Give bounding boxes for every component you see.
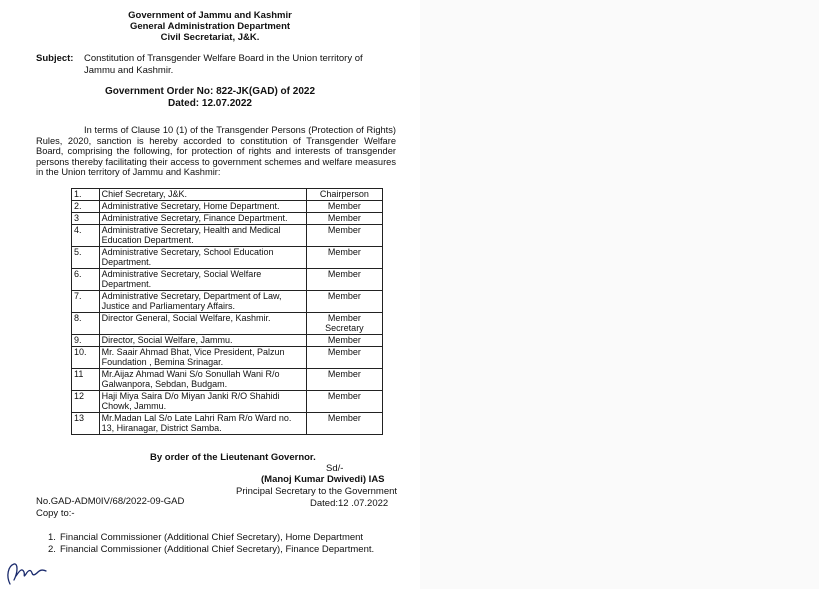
member-serial: 6.: [72, 269, 100, 291]
member-name: Administrative Secretary, Finance Department.: [99, 213, 306, 225]
member-serial: 4.: [72, 225, 100, 247]
header-secretariat: Civil Secretariat, J&K.: [160, 32, 260, 43]
copy-to-item: 1. Financial Commissioner (Additional Chief Secretary), Home Department: [48, 532, 364, 543]
member-name: Administrative Secretary, School Education Department.: [99, 247, 306, 269]
member-row: [72, 369, 383, 391]
member-name: Director, Social Welfare, Jammu.: [99, 335, 306, 347]
member-row: [72, 213, 383, 225]
member-designation: Member: [306, 391, 382, 413]
member-name: Director General, Social Welfare, Kashmir.: [99, 313, 306, 335]
member-row: [72, 413, 383, 435]
signature-date: Dated:12 .07.2022: [310, 498, 389, 509]
body-paragraph: In terms of Clause 10 (1) of the Transgender Persons (Protection of Rights) Rules, 2020, sanction is hereby accorded to constitution of Transgender Welfare Board, comprising the following, for protection of rights and interests of transgender persons thereby facilitating their access to government schemes and welfare measures in the Union territory of Jammu and Kashmir:: [36, 125, 396, 178]
member-name: Administrative Secretary, Home Department.: [99, 201, 306, 213]
member-serial: 13: [72, 413, 100, 435]
copy-to-item: 2. Financial Commissioner (Additional Chief Secretary), Finance Department.: [48, 543, 375, 555]
subject-text: Constitution of Transgender Welfare Board in the Union territory of Jammu and Kashmir.: [84, 53, 363, 76]
member-row: [72, 347, 383, 369]
member-serial: 11: [72, 369, 100, 391]
member-name: Administrative Secretary, Department of Law, Justice and Parliamentary Affairs.: [99, 291, 306, 313]
member-designation: Member Secretary: [306, 313, 382, 335]
header-government: Government of Jammu and Kashmir: [128, 10, 292, 21]
reference-number: No.GAD-ADM0IV/68/2022-09-GAD: [36, 496, 185, 507]
member-designation: Member: [306, 335, 382, 347]
member-name: Mr.Madan Lal S/o Late Lahri Ram R/o Ward no. 13, Hiranagar, District Samba.: [99, 413, 306, 435]
member-row: [72, 247, 383, 269]
copy-to-list: [48, 532, 374, 555]
member-designation: Member: [306, 369, 382, 391]
member-name: Haji Miya Saira D/o Miyan Janki R/O Shahidi Chowk, Jammu.: [99, 391, 306, 413]
member-serial: 9.: [72, 335, 100, 347]
member-designation: Member: [306, 201, 382, 213]
blank-area: [420, 0, 819, 589]
member-serial: 8.: [72, 313, 100, 335]
member-row: [72, 189, 383, 201]
member-name: Mr. Saair Ahmad Bhat, Vice President, Palzun Foundation , Bemina Srinagar.: [99, 347, 306, 369]
copy-to-label: Copy to:-: [36, 508, 75, 519]
member-name: Administrative Secretary, Health and Medical Education Department.: [99, 225, 306, 247]
member-serial: 2.: [72, 201, 100, 213]
member-designation: Member: [306, 225, 382, 247]
members-table: [71, 188, 383, 435]
order-date: Dated: 12.07.2022: [168, 98, 252, 109]
member-name: Administrative Secretary, Social Welfare Department.: [99, 269, 306, 291]
member-serial: 10.: [72, 347, 100, 369]
member-serial: 3: [72, 213, 100, 225]
signatory-designation: Principal Secretary to the Government: [236, 486, 398, 497]
order-number: Government Order No: 822-JK(GAD) of 2022: [104, 86, 316, 97]
member-name: Mr.Aijaz Ahmad Wani S/o Sonullah Wani R/o Galwanpora, Sebdan, Budgam.: [99, 369, 306, 391]
member-designation: Member: [306, 213, 382, 225]
member-designation: Member: [306, 247, 382, 269]
by-order-line: By order of the Lieutenant Governor.: [150, 452, 316, 463]
member-row: [72, 225, 383, 247]
member-row: [72, 201, 383, 213]
member-row: [72, 313, 383, 335]
signatory-name: (Manoj Kumar Dwivedi) IAS: [261, 474, 385, 485]
member-serial: 1.: [72, 189, 100, 201]
member-designation: Member: [306, 413, 382, 435]
member-row: [72, 335, 383, 347]
member-row: [72, 291, 383, 313]
member-designation: Member: [306, 269, 382, 291]
member-serial: 12: [72, 391, 100, 413]
member-serial: 7.: [72, 291, 100, 313]
member-name: Chief Secretary, J&K.: [99, 189, 306, 201]
header-department: General Administration Department: [129, 21, 291, 32]
member-designation: Member: [306, 291, 382, 313]
member-row: [72, 391, 383, 413]
member-serial: 5.: [72, 247, 100, 269]
handwritten-initials-icon: [4, 558, 48, 588]
member-row: [72, 269, 383, 291]
subject-label: Subject:: [36, 53, 74, 64]
member-designation: Chairperson: [306, 189, 382, 201]
sd-mark: Sd/-: [326, 463, 344, 474]
member-designation: Member: [306, 347, 382, 369]
